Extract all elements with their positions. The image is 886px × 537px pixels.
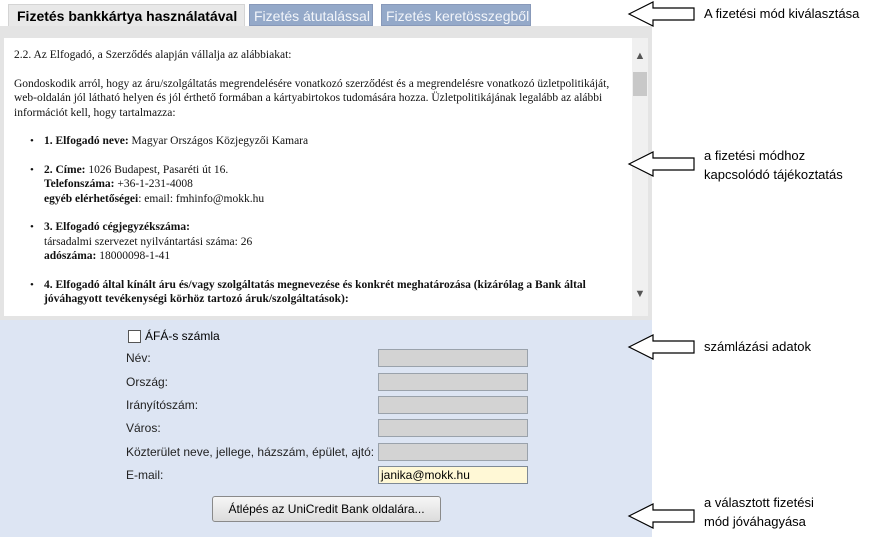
vat-invoice-row xyxy=(128,328,220,344)
scroll-down-icon[interactable]: ▼ xyxy=(634,288,646,300)
street-field[interactable] xyxy=(378,443,528,461)
vat-invoice-label: ÁFÁ-s számla xyxy=(145,329,220,343)
terms-item: • 2. Címe: 1026 Budapest, Pasaréti út 16. Telefonszáma: +36-1-231-4008 egyéb elérhetőségei: email: fmhinfo@mokk.hu xyxy=(30,163,265,205)
arrow-left-icon xyxy=(627,150,697,178)
name-field[interactable] xyxy=(378,349,528,367)
bullet-icon: • xyxy=(30,135,34,147)
vat-invoice-checkbox[interactable] xyxy=(128,330,141,343)
tab-budget-payment[interactable]: Fizetés keretösszegből xyxy=(381,4,531,26)
zip-field[interactable] xyxy=(378,396,528,414)
country-label: Ország: xyxy=(126,375,169,389)
bullet-icon: • xyxy=(30,278,34,291)
arrow-left-icon xyxy=(627,333,697,361)
scroll-thumb[interactable] xyxy=(633,72,647,96)
bullet-icon: • xyxy=(30,221,34,233)
callout-payment-method: A fizetési mód kiválasztása xyxy=(704,6,860,21)
street-label: Közterület neve, jellege, házszám, épület, ajtó: xyxy=(126,445,375,459)
tab-transfer-payment[interactable]: Fizetés átutalással xyxy=(249,4,373,26)
city-field[interactable] xyxy=(378,419,528,437)
country-field[interactable] xyxy=(378,373,528,391)
arrow-left-icon xyxy=(627,0,697,28)
bullet-icon: • xyxy=(30,163,34,176)
terms-intro: 2.2. Az Elfogadó, a Szerződés alapján vállalja az alábbiakat: xyxy=(14,49,292,61)
callout-billing: számlázási adatok xyxy=(704,339,811,354)
email-field[interactable]: janika@mokk.hu xyxy=(378,466,528,484)
terms-item: • 4. Elfogadó által kínált áru és/vagy szolgáltatás megnevezése és konkrét meghatározása (kizárólag a Bank által jóváhagyott tevékenységi körhöz tartozó áruk/szolgáltatások): xyxy=(30,278,586,305)
callout-info-line-2: kapcsolódó tájékoztatás xyxy=(704,167,843,182)
callout-approve-line-1: a választott fizetési xyxy=(704,495,814,510)
scroll-up-icon[interactable]: ▲ xyxy=(634,50,646,62)
tab-card-payment[interactable]: Fizetés bankkártya használatával xyxy=(8,4,245,26)
arrow-left-icon xyxy=(627,502,697,530)
zip-label: Irányítószám: xyxy=(126,398,199,412)
email-label: E-mail: xyxy=(126,468,164,482)
payment-panel xyxy=(0,26,652,537)
name-label: Név: xyxy=(126,351,151,365)
terms-item: • 1. Elfogadó neve: Magyar Országos Közjegyzői Kamara xyxy=(30,135,309,147)
unicredit-redirect-button[interactable]: Átlépés az UniCredit Bank oldalára... xyxy=(212,496,441,522)
terms-list xyxy=(14,134,618,307)
callout-info-line-1: a fizetési módhoz xyxy=(704,148,806,163)
terms-paragraph: Gondoskodik arról, hogy az áru/szolgáltatás megrendelésére vonatkozó szerződést és a megrendelésre vonatkozó üzletpolitikáját, web-oldalán jól látható helyen és jól érthető formában a kártyabirtokos tudomására hozza. Üzletpolitikájának legalább az alábbi információt kell, hogy tartalmazza: xyxy=(14,77,610,119)
terms-item: • 3. Elfogadó cégjegyzékszáma: társadalmi szervezet nyilvántartási száma: 26 adószáma: 18000098-1-41 xyxy=(30,221,253,262)
terms-text-box[interactable] xyxy=(4,38,632,316)
callout-approve-line-2: mód jóváhagyása xyxy=(704,514,806,529)
city-label: Város: xyxy=(126,421,161,435)
